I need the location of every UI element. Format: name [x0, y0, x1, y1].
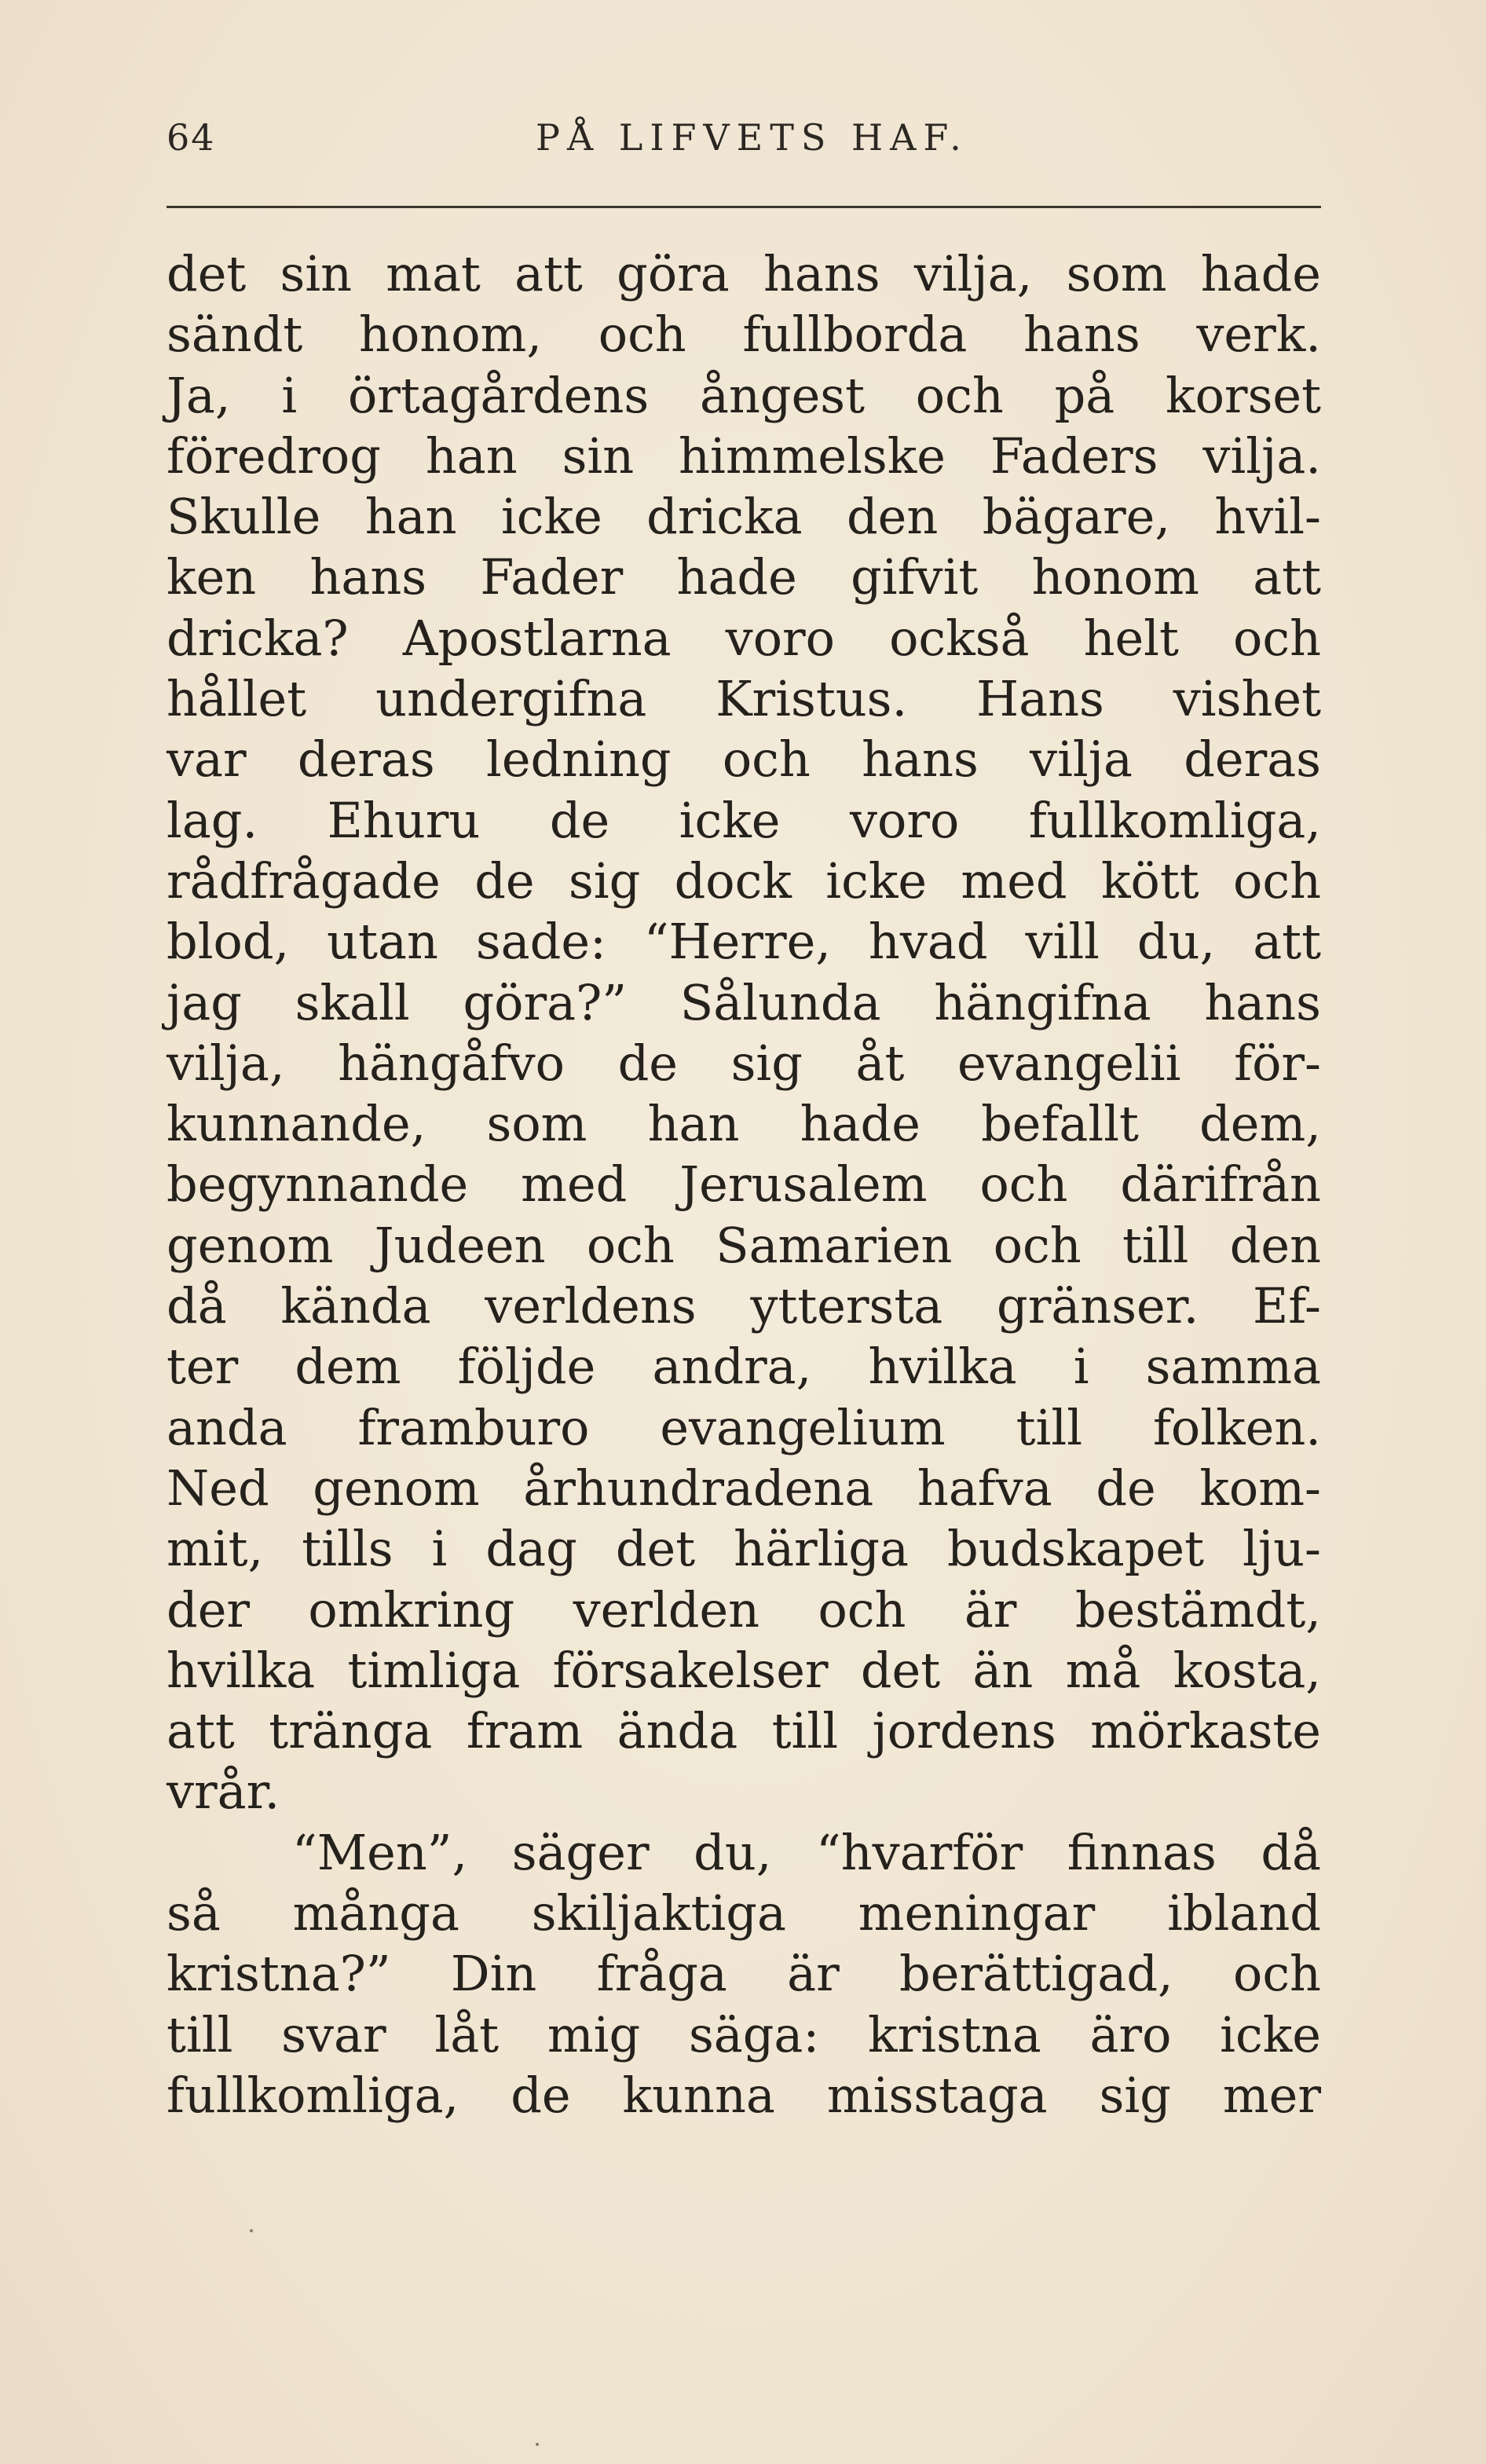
text-line: föredrog han sin himmelske Faders vilja.: [167, 427, 1321, 485]
body-text: [167, 243, 1321, 2125]
text-line: Skulle han icke dricka den bägare, hvil-: [167, 488, 1321, 546]
text-line: då kända verldens yttersta gränser. Ef-: [167, 1277, 1321, 1335]
text-line: lag. Ehuru de icke voro fullkomliga,: [167, 791, 1321, 849]
text-line: mit, tills i dag det härliga budskapet lju-: [167, 1520, 1321, 1578]
header-rule: [167, 206, 1321, 208]
text-line: vrår.: [167, 1763, 280, 1821]
text-line: der omkring verlden och är bestämdt,: [167, 1580, 1321, 1638]
running-title: PÅ LIFVETS HAF.: [536, 116, 968, 159]
text-line: rådfrågade de sig dock icke med kött och: [167, 851, 1321, 910]
text-line: hvilka timliga försakelser det än må kosta,: [167, 1641, 1321, 1699]
text-line: var deras ledning och hans vilja deras: [167, 730, 1321, 789]
paper-speck: [250, 2229, 253, 2232]
text-line: att tränga fram ända till jordens mörkaste: [167, 1702, 1321, 1760]
page-number: 64: [167, 116, 216, 159]
text-line: fullkomliga, de kunna misstaga sig mer: [167, 2066, 1321, 2124]
text-line: Ned genom århundradena hafva de kom-: [167, 1459, 1321, 1517]
text-line: till svar låt mig säga: kristna äro icke: [167, 2005, 1321, 2063]
text-line: ter dem följde andra, hvilka i samma: [167, 1338, 1321, 1396]
text-line: det sin mat att göra hans vilja, som hade: [167, 245, 1321, 302]
text-line: begynnande med Jerusalem och därifrån: [167, 1155, 1321, 1214]
text-line: “Men”, säger du, “hvarför finnas då: [292, 1823, 1321, 1881]
text-line: jag skall göra?” Sålunda hängifna hans: [167, 973, 1321, 1031]
text-line: anda framburo evangelium till folken.: [167, 1398, 1321, 1456]
running-head: [167, 116, 1321, 179]
text-line: kristna?” Din fråga är berättigad, och: [167, 1945, 1321, 2003]
text-line: Ja, i örtagårdens ångest och på korset: [167, 366, 1321, 424]
text-line: genom Judeen och Samarien och till den: [167, 1216, 1321, 1274]
paper-speck: [536, 2443, 539, 2446]
text-line: dricka? Apostlarna voro också helt och: [167, 609, 1321, 667]
text-line: sändt honom, och fullborda hans verk.: [167, 306, 1321, 364]
text-line: hållet undergifna Kristus. Hans vishet: [167, 670, 1321, 728]
text-line: vilja, hängåfvo de sig åt evangelii för-: [167, 1034, 1321, 1092]
text-line: kunnande, som han hade befallt dem,: [167, 1095, 1321, 1153]
text-line: blod, utan sade: “Herre, hvad vill du, att: [167, 913, 1321, 971]
text-line: ken hans Fader hade gifvit honom att: [167, 548, 1321, 606]
text-line: så många skiljaktiga meningar ibland: [167, 1884, 1321, 1942]
